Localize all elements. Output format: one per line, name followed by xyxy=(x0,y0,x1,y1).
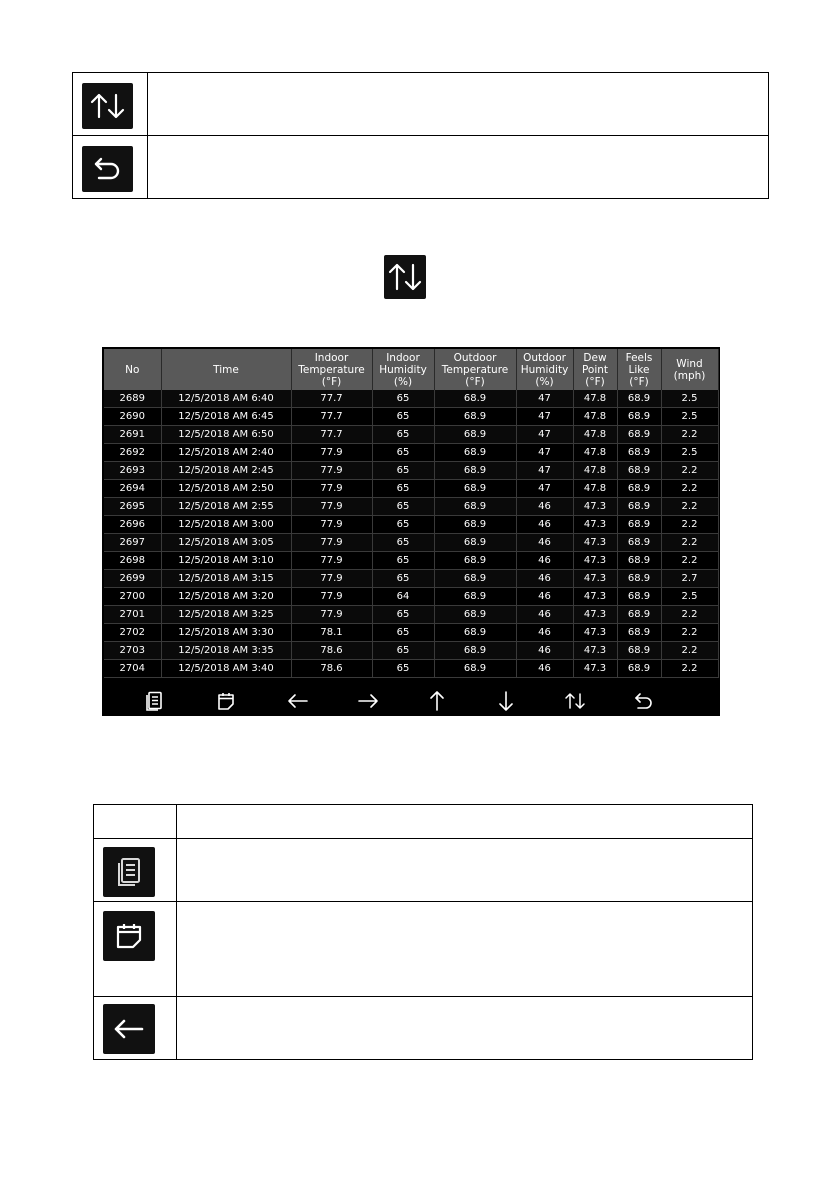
table-cell: 47.8 xyxy=(573,462,617,480)
table-cell: 2690 xyxy=(104,408,161,426)
table-cell: 68.9 xyxy=(434,462,516,480)
column-header: Indoor Temperature (°F) xyxy=(291,349,372,390)
table-cell: 68.9 xyxy=(617,408,661,426)
table-cell: 68.9 xyxy=(434,624,516,642)
table-cell: 2703 xyxy=(104,642,161,660)
table-cell: 47 xyxy=(516,390,573,408)
table-cell: 68.9 xyxy=(434,534,516,552)
table-cell: 2702 xyxy=(104,624,161,642)
table-cell: 12/5/2018 AM 2:55 xyxy=(161,498,291,516)
table-cell: 68.9 xyxy=(617,498,661,516)
table-cell: 68.9 xyxy=(617,390,661,408)
table-cell: 68.9 xyxy=(617,660,661,678)
table-cell: 12/5/2018 AM 3:40 xyxy=(161,660,291,678)
table-cell: 77.9 xyxy=(291,606,372,624)
table-cell: 47.3 xyxy=(573,588,617,606)
table-cell: 12/5/2018 AM 3:30 xyxy=(161,624,291,642)
table-cell: 77.9 xyxy=(291,516,372,534)
table-cell: 47.3 xyxy=(573,552,617,570)
table-cell: 2701 xyxy=(104,606,161,624)
table-cell: 46 xyxy=(516,516,573,534)
table-cell: 2698 xyxy=(104,552,161,570)
table-cell: 47.3 xyxy=(573,570,617,588)
table-cell: 68.9 xyxy=(617,624,661,642)
table-cell: 47.3 xyxy=(573,498,617,516)
table-cell: 2695 xyxy=(104,498,161,516)
table-cell: 47 xyxy=(516,480,573,498)
arrow-right-icon[interactable] xyxy=(356,690,380,712)
return-icon xyxy=(82,146,133,192)
table-cell: 68.9 xyxy=(617,606,661,624)
arrow-down-icon[interactable] xyxy=(494,690,518,712)
table-cell: 77.9 xyxy=(291,552,372,570)
table-cell: 65 xyxy=(372,444,434,462)
table-cell: 68.9 xyxy=(434,660,516,678)
table-cell: 77.7 xyxy=(291,426,372,444)
calendar-icon xyxy=(103,911,155,961)
table-cell: 68.9 xyxy=(434,444,516,462)
table-cell: 47 xyxy=(516,444,573,462)
table-cell: 46 xyxy=(516,606,573,624)
table-cell: 2694 xyxy=(104,480,161,498)
history-data-table xyxy=(104,349,719,678)
table-cell: 65 xyxy=(372,462,434,480)
table-cell: 65 xyxy=(372,408,434,426)
table-cell: 77.7 xyxy=(291,390,372,408)
table-cell: 68.9 xyxy=(434,642,516,660)
table-cell: 65 xyxy=(372,552,434,570)
table-cell: 46 xyxy=(516,534,573,552)
table-cell: 47.8 xyxy=(573,444,617,462)
table-cell: 47 xyxy=(516,408,573,426)
table-row xyxy=(73,73,768,136)
table-cell: 68.9 xyxy=(617,462,661,480)
table-cell: 65 xyxy=(372,624,434,642)
table-cell: 2699 xyxy=(104,570,161,588)
table-cell: 68.9 xyxy=(434,426,516,444)
arrow-left-icon[interactable] xyxy=(286,690,310,712)
table-cell: 2.2 xyxy=(661,426,718,444)
arrow-up-icon[interactable] xyxy=(425,690,449,712)
table-cell: 2704 xyxy=(104,660,161,678)
table-cell: 2.2 xyxy=(661,480,718,498)
table-cell: 46 xyxy=(516,498,573,516)
table-cell: 68.9 xyxy=(434,552,516,570)
swap-vertical-icon xyxy=(384,255,426,299)
table-cell: 2.5 xyxy=(661,444,718,462)
table-row[interactable] xyxy=(104,390,718,408)
table-cell: 65 xyxy=(372,390,434,408)
table-cell: 68.9 xyxy=(434,498,516,516)
table-cell: 2.2 xyxy=(661,642,718,660)
table-cell: 47.3 xyxy=(573,642,617,660)
table-cell: 64 xyxy=(372,588,434,606)
table-cell: 68.9 xyxy=(434,480,516,498)
table-cell: 12/5/2018 AM 2:50 xyxy=(161,480,291,498)
table-cell: 12/5/2018 AM 3:15 xyxy=(161,570,291,588)
table-row[interactable] xyxy=(104,462,718,480)
toolbar-icon-description-table xyxy=(93,804,753,1060)
table-cell: 65 xyxy=(372,498,434,516)
table-cell: 2700 xyxy=(104,588,161,606)
table-cell: 47.8 xyxy=(573,480,617,498)
table-cell: 12/5/2018 AM 3:05 xyxy=(161,534,291,552)
table-cell: 2.2 xyxy=(661,660,718,678)
table-cell: 12/5/2018 AM 3:10 xyxy=(161,552,291,570)
table-cell: 77.7 xyxy=(291,408,372,426)
table-cell: 68.9 xyxy=(617,444,661,462)
history-data-screen xyxy=(102,347,720,716)
table-cell: 47.3 xyxy=(573,624,617,642)
table-cell: 47.3 xyxy=(573,660,617,678)
icon-description-table xyxy=(72,72,769,199)
table-cell: 68.9 xyxy=(617,588,661,606)
table-cell: 46 xyxy=(516,570,573,588)
table-cell: 46 xyxy=(516,552,573,570)
table-cell: 68.9 xyxy=(617,642,661,660)
table-row[interactable] xyxy=(104,588,718,606)
table-cell: 2.2 xyxy=(661,534,718,552)
column-header: No xyxy=(104,349,161,390)
table-cell: 77.9 xyxy=(291,588,372,606)
table-cell: 47.8 xyxy=(573,426,617,444)
table-cell: 12/5/2018 AM 6:50 xyxy=(161,426,291,444)
table-row[interactable] xyxy=(104,516,718,534)
table-row[interactable] xyxy=(104,552,718,570)
table-cell: 2.2 xyxy=(661,606,718,624)
table-cell: 46 xyxy=(516,588,573,606)
table-cell: 68.9 xyxy=(617,570,661,588)
table-row[interactable] xyxy=(104,408,718,426)
table-cell: 12/5/2018 AM 3:35 xyxy=(161,642,291,660)
table-cell: 65 xyxy=(372,426,434,444)
table-cell: 2.5 xyxy=(661,408,718,426)
table-cell: 2.2 xyxy=(661,516,718,534)
column-header: Outdoor Humidity (%) xyxy=(516,349,573,390)
table-cell: 2696 xyxy=(104,516,161,534)
row-divider xyxy=(94,901,752,902)
calendar-icon[interactable] xyxy=(214,690,238,712)
table-cell: 2691 xyxy=(104,426,161,444)
table-row[interactable] xyxy=(104,498,718,516)
table-cell: 65 xyxy=(372,534,434,552)
table-cell: 78.6 xyxy=(291,660,372,678)
table-row[interactable] xyxy=(104,444,718,462)
table-cell: 2692 xyxy=(104,444,161,462)
table-cell: 68.9 xyxy=(617,480,661,498)
table-row[interactable] xyxy=(104,480,718,498)
table-cell: 68.9 xyxy=(617,426,661,444)
table-cell: 2.2 xyxy=(661,462,718,480)
table-cell: 12/5/2018 AM 6:45 xyxy=(161,408,291,426)
table-cell: 2.5 xyxy=(661,588,718,606)
table-cell: 47.8 xyxy=(573,408,617,426)
table-row[interactable] xyxy=(104,534,718,552)
table-cell: 46 xyxy=(516,660,573,678)
table-cell: 12/5/2018 AM 2:40 xyxy=(161,444,291,462)
history-toolbar xyxy=(102,686,720,716)
table-cell: 2.5 xyxy=(661,390,718,408)
row-divider xyxy=(94,838,752,839)
column-header: Dew Point (°F) xyxy=(573,349,617,390)
table-cell: 12/5/2018 AM 3:20 xyxy=(161,588,291,606)
table-cell: 12/5/2018 AM 6:40 xyxy=(161,390,291,408)
column-header: Time xyxy=(161,349,291,390)
table-cell: 77.9 xyxy=(291,534,372,552)
table-cell: 2697 xyxy=(104,534,161,552)
table-cell: 47.3 xyxy=(573,534,617,552)
table-cell: 65 xyxy=(372,660,434,678)
table-row[interactable] xyxy=(104,642,718,660)
column-header: Feels Like (°F) xyxy=(617,349,661,390)
table-cell: 68.9 xyxy=(617,516,661,534)
table-cell: 47 xyxy=(516,426,573,444)
return-icon[interactable] xyxy=(632,690,656,712)
table-row xyxy=(73,136,768,199)
document-icon xyxy=(103,847,155,897)
table-cell: 77.9 xyxy=(291,480,372,498)
table-cell: 68.9 xyxy=(434,390,516,408)
table-row[interactable] xyxy=(104,624,718,642)
swap-vertical-icon[interactable] xyxy=(563,690,587,712)
table-cell: 46 xyxy=(516,624,573,642)
table-cell: 78.1 xyxy=(291,624,372,642)
table-cell: 68.9 xyxy=(434,588,516,606)
table-cell: 2693 xyxy=(104,462,161,480)
table-cell: 12/5/2018 AM 3:25 xyxy=(161,606,291,624)
table-cell: 2.2 xyxy=(661,552,718,570)
column-divider xyxy=(176,805,177,1059)
table-cell: 65 xyxy=(372,516,434,534)
table-header-row xyxy=(104,349,718,390)
table-cell: 78.6 xyxy=(291,642,372,660)
table-row[interactable] xyxy=(104,606,718,624)
table-cell: 2.2 xyxy=(661,624,718,642)
table-cell: 77.9 xyxy=(291,444,372,462)
column-divider xyxy=(147,73,148,198)
column-header: Indoor Humidity (%) xyxy=(372,349,434,390)
table-cell: 68.9 xyxy=(617,552,661,570)
table-cell: 12/5/2018 AM 2:45 xyxy=(161,462,291,480)
swap-vertical-icon xyxy=(82,83,133,129)
table-cell: 46 xyxy=(516,642,573,660)
table-row[interactable] xyxy=(104,426,718,444)
table-cell: 47.3 xyxy=(573,606,617,624)
table-cell: 47 xyxy=(516,462,573,480)
column-header: Outdoor Temperature (°F) xyxy=(434,349,516,390)
table-cell: 77.9 xyxy=(291,462,372,480)
table-row[interactable] xyxy=(104,570,718,588)
table-cell: 77.9 xyxy=(291,570,372,588)
table-cell: 47.8 xyxy=(573,390,617,408)
table-cell: 68.9 xyxy=(434,570,516,588)
table-cell: 65 xyxy=(372,606,434,624)
table-cell: 65 xyxy=(372,570,434,588)
table-cell: 65 xyxy=(372,642,434,660)
table-cell: 68.9 xyxy=(434,606,516,624)
table-row[interactable] xyxy=(104,660,718,678)
table-cell: 68.9 xyxy=(617,534,661,552)
table-cell: 47.3 xyxy=(573,516,617,534)
arrow-left-icon xyxy=(103,1004,155,1054)
table-cell: 12/5/2018 AM 3:00 xyxy=(161,516,291,534)
document-icon[interactable] xyxy=(142,690,166,712)
column-header: Wind (mph) xyxy=(661,349,718,390)
table-cell: 68.9 xyxy=(434,408,516,426)
table-cell: 68.9 xyxy=(434,516,516,534)
table-cell: 2689 xyxy=(104,390,161,408)
table-cell: 2.7 xyxy=(661,570,718,588)
table-cell: 77.9 xyxy=(291,498,372,516)
table-cell: 65 xyxy=(372,480,434,498)
table-cell: 2.2 xyxy=(661,498,718,516)
row-divider xyxy=(94,996,752,997)
